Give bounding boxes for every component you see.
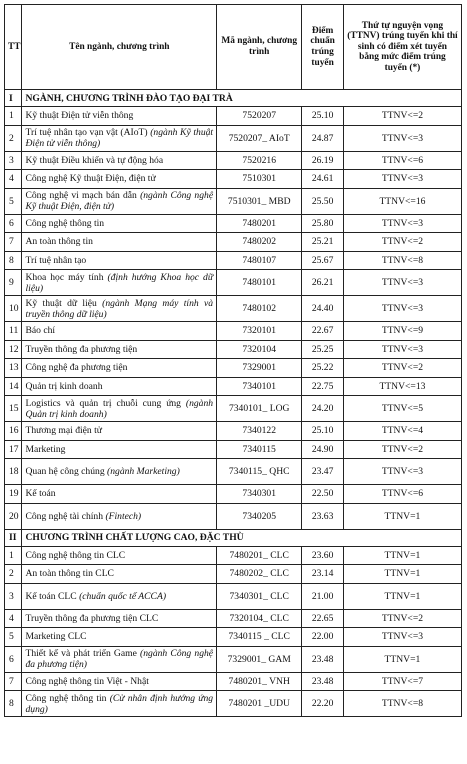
row-number: 1 (5, 107, 22, 126)
row-number: 15 (5, 396, 22, 422)
program-note: (Fintech) (105, 510, 142, 522)
program-code: 7329001 (217, 359, 302, 378)
table-body (5, 90, 462, 717)
row-number: 7 (5, 233, 22, 252)
table-row (5, 422, 462, 441)
program-code: 7340115 (217, 440, 302, 459)
program-code: 7480202_ CLC (217, 565, 302, 584)
wish-order: TTNV<=2 (343, 233, 461, 252)
wish-order: TTNV<=2 (343, 609, 461, 628)
wish-order: TTNV<=3 (343, 296, 461, 322)
program-name: Truyền thông đa phương tiện CLC (25, 612, 159, 624)
cutoff-score: 23.60 (302, 546, 344, 565)
program-name-cell (22, 672, 217, 691)
program-name-cell (22, 251, 217, 270)
cutoff-score: 23.48 (302, 672, 344, 691)
row-number: 2 (5, 125, 22, 151)
program-name: Kế toán CLC (25, 590, 77, 602)
program-note: (chuẩn quốc tế ACCA) (79, 590, 167, 602)
program-name-cell (22, 422, 217, 441)
program-note: (định hướng Khoa học dữ liệu) (25, 271, 214, 294)
table-row (5, 459, 462, 485)
program-name-cell (22, 214, 217, 233)
section-number: II (5, 529, 22, 546)
program-name: Khoa học máy tính (25, 271, 104, 283)
wish-order: TTNV<=3 (343, 628, 461, 647)
program-name: Công nghệ thông tin (25, 217, 105, 229)
admission-score-table (4, 4, 462, 717)
table-row (5, 322, 462, 341)
cutoff-score: 25.22 (302, 359, 344, 378)
table-row (5, 340, 462, 359)
table-row (5, 609, 462, 628)
row-number: 13 (5, 359, 22, 378)
program-name-cell (22, 125, 217, 151)
wish-order: TTNV<=9 (343, 322, 461, 341)
wish-order: TTNV<=5 (343, 396, 461, 422)
program-code: 7320104 (217, 340, 302, 359)
program-name-cell (22, 459, 217, 485)
table-row (5, 107, 462, 126)
program-note: (ngành Công nghệ đa phương tiện) (25, 648, 214, 670)
program-name-cell (22, 503, 217, 529)
cutoff-score: 23.14 (302, 565, 344, 584)
cutoff-score: 23.48 (302, 646, 344, 672)
row-number: 4 (5, 609, 22, 628)
row-number: 19 (5, 485, 22, 504)
wish-order: TTNV<=6 (343, 485, 461, 504)
program-note: (ngành Quản trị kinh doanh) (25, 397, 214, 420)
program-name-cell (22, 377, 217, 396)
table-row (5, 565, 462, 584)
cutoff-score: 25.50 (302, 188, 344, 214)
table-row (5, 646, 462, 672)
row-number: 7 (5, 672, 22, 691)
program-name-cell (22, 546, 217, 565)
program-name: Trí tuệ nhân tạo (25, 254, 87, 266)
table-row (5, 170, 462, 189)
section-number: I (5, 90, 22, 107)
program-name-cell (22, 609, 217, 628)
program-name-cell (22, 628, 217, 647)
program-code: 7520216 (217, 151, 302, 170)
row-number: 14 (5, 377, 22, 396)
table-row (5, 151, 462, 170)
row-number: 4 (5, 170, 22, 189)
wish-order: TTNV<=3 (343, 170, 461, 189)
row-number: 3 (5, 583, 22, 609)
cutoff-score: 24.61 (302, 170, 344, 189)
row-number: 8 (5, 691, 22, 717)
program-note: (Cử nhân định hướng ứng dụng) (25, 692, 214, 715)
table-row (5, 270, 462, 296)
table-row (5, 628, 462, 647)
program-code: 7480107 (217, 251, 302, 270)
program-name-cell (22, 188, 217, 214)
program-code: 7480201 _UDU (217, 691, 302, 717)
program-name-cell (22, 583, 217, 609)
program-name: Công nghệ Kỹ thuật Điện, điện tử (25, 173, 156, 185)
section-row (5, 529, 462, 546)
program-name: Công nghệ đa phương tiện (25, 362, 128, 374)
header-tt: TT (5, 5, 22, 90)
row-number: 1 (5, 546, 22, 565)
wish-order: TTNV=1 (343, 646, 461, 672)
cutoff-score: 25.80 (302, 214, 344, 233)
wish-order: TTNV<=3 (343, 270, 461, 296)
wish-order: TTNV=1 (343, 583, 461, 609)
wish-order: TTNV<=8 (343, 691, 461, 717)
row-number: 12 (5, 340, 22, 359)
cutoff-score: 26.21 (302, 270, 344, 296)
program-name-cell (22, 170, 217, 189)
row-number: 20 (5, 503, 22, 529)
program-code: 7480101 (217, 270, 302, 296)
wish-order: TTNV<=7 (343, 672, 461, 691)
wish-order: TTNV=1 (343, 546, 461, 565)
table-row (5, 296, 462, 322)
program-code: 7480102 (217, 296, 302, 322)
row-number: 17 (5, 440, 22, 459)
row-number: 3 (5, 151, 22, 170)
row-number: 16 (5, 422, 22, 441)
program-code: 7510301_ MBD (217, 188, 302, 214)
wish-order: TTNV<=16 (343, 188, 461, 214)
program-code: 7320101 (217, 322, 302, 341)
program-code: 7340115_ QHC (217, 459, 302, 485)
program-name: Quan hệ công chúng (25, 466, 105, 477)
table-row (5, 546, 462, 565)
program-code: 7340115 _ CLC (217, 628, 302, 647)
table-header-row (5, 5, 462, 90)
cutoff-score: 23.47 (302, 459, 344, 485)
program-name: Logistics và quản trị chuỗi cung ứng (25, 397, 181, 409)
table-row (5, 188, 462, 214)
program-code: 7340301 (217, 485, 302, 504)
program-code: 7510301 (217, 170, 302, 189)
cutoff-score: 22.20 (302, 691, 344, 717)
cutoff-score: 22.65 (302, 609, 344, 628)
wish-order: TTNV<=3 (343, 125, 461, 151)
header-name: Tên ngành, chương trình (22, 5, 217, 90)
header-score: Điểm chuẩn trúng tuyển (302, 5, 344, 90)
table-row (5, 691, 462, 717)
table-row (5, 485, 462, 504)
program-code: 7329001_ GAM (217, 646, 302, 672)
row-number: 9 (5, 270, 22, 296)
program-name-cell (22, 565, 217, 584)
table-row (5, 396, 462, 422)
program-code: 7480201_ CLC (217, 546, 302, 565)
wish-order: TTNV<=3 (343, 214, 461, 233)
wish-order: TTNV<=2 (343, 107, 461, 126)
wish-order: TTNV<=8 (343, 251, 461, 270)
program-name: Marketing CLC (25, 631, 87, 643)
wish-order: TTNV<=6 (343, 151, 461, 170)
table-row (5, 125, 462, 151)
cutoff-score: 24.87 (302, 125, 344, 151)
table-row (5, 251, 462, 270)
program-code: 7520207_ AIoT (217, 125, 302, 151)
table-row (5, 672, 462, 691)
program-note: (ngành Công nghệ Kỹ thuật Điện, điện tử) (25, 190, 214, 212)
program-name: Công nghệ thông tin Việt - Nhật (25, 675, 149, 687)
program-name: Quản trị kinh doanh (25, 380, 103, 392)
wish-order: TTNV<=13 (343, 377, 461, 396)
program-code: 7340101_ LOG (217, 396, 302, 422)
table-row (5, 214, 462, 233)
table-row (5, 583, 462, 609)
wish-order: TTNV<=2 (343, 440, 461, 459)
program-note: (ngành Mạng máy tính và truyền thông dữ liệu) (25, 297, 214, 320)
program-code: 7320104_ CLC (217, 609, 302, 628)
program-name-cell (22, 233, 217, 252)
program-name: Báo chí (25, 325, 56, 337)
program-name: Công nghệ tài chính (25, 510, 104, 522)
wish-order: TTNV=1 (343, 565, 461, 584)
program-name-cell (22, 340, 217, 359)
program-name-cell (22, 107, 217, 126)
table-row (5, 233, 462, 252)
wish-order: TTNV<=3 (343, 340, 461, 359)
cutoff-score: 25.25 (302, 340, 344, 359)
cutoff-score: 25.67 (302, 251, 344, 270)
program-code: 7340301_ CLC (217, 583, 302, 609)
section-title: NGÀNH, CHƯƠNG TRÌNH ĐÀO TẠO ĐẠI TRÀ (22, 90, 462, 107)
program-name-cell (22, 396, 217, 422)
program-code: 7340101 (217, 377, 302, 396)
cutoff-score: 25.21 (302, 233, 344, 252)
program-name: An toàn thông tin (25, 236, 93, 248)
row-number: 18 (5, 459, 22, 485)
program-code: 7520207 (217, 107, 302, 126)
program-name-cell (22, 296, 217, 322)
cutoff-score: 22.50 (302, 485, 344, 504)
program-code: 7340205 (217, 503, 302, 529)
program-name: Công nghệ thông tin (25, 692, 107, 704)
cutoff-score: 22.00 (302, 628, 344, 647)
cutoff-score: 24.20 (302, 396, 344, 422)
program-name-cell (22, 359, 217, 378)
program-name: Thiết kế và phát triển Game (25, 648, 137, 659)
table-row (5, 377, 462, 396)
program-code: 7480202 (217, 233, 302, 252)
program-name-cell (22, 440, 217, 459)
cutoff-score: 26.19 (302, 151, 344, 170)
table-row (5, 503, 462, 529)
program-name-cell (22, 270, 217, 296)
section-row (5, 90, 462, 107)
row-number: 6 (5, 214, 22, 233)
row-number: 2 (5, 565, 22, 584)
cutoff-score: 25.10 (302, 107, 344, 126)
cutoff-score: 24.90 (302, 440, 344, 459)
program-note: (ngành Kỹ thuật Điện tử viễn thông) (25, 127, 214, 149)
wish-order: TTNV<=2 (343, 359, 461, 378)
row-number: 10 (5, 296, 22, 322)
program-name-cell (22, 485, 217, 504)
program-code: 7340122 (217, 422, 302, 441)
program-name: Kỹ thuật dữ liệu (25, 297, 97, 309)
program-name-cell (22, 322, 217, 341)
program-name: Kế toán (25, 488, 56, 500)
program-name: Thương mại điện tử (25, 425, 102, 437)
row-number: 6 (5, 646, 22, 672)
program-code: 7480201 (217, 214, 302, 233)
program-name-cell (22, 151, 217, 170)
row-number: 5 (5, 628, 22, 647)
row-number: 5 (5, 188, 22, 214)
cutoff-score: 22.67 (302, 322, 344, 341)
program-name-cell (22, 646, 217, 672)
program-code: 7480201_ VNH (217, 672, 302, 691)
program-name: Marketing (25, 443, 66, 455)
cutoff-score: 21.00 (302, 583, 344, 609)
table-row (5, 359, 462, 378)
wish-order: TTNV=1 (343, 503, 461, 529)
cutoff-score: 22.75 (302, 377, 344, 396)
program-name: An toàn thông tin CLC (25, 568, 114, 580)
program-note: (ngành Marketing) (107, 466, 180, 477)
program-name: Kỹ thuật Điều khiển và tự động hóa (25, 154, 164, 166)
program-name: Công nghệ vi mạch bán dẫn (25, 190, 137, 201)
program-name-cell (22, 691, 217, 717)
program-name: Trí tuệ nhân tạo vạn vật (AIoT) (25, 127, 148, 138)
wish-order: TTNV<=3 (343, 459, 461, 485)
program-name: Kỹ thuật Điện tử viễn thông (25, 110, 134, 122)
row-number: 11 (5, 322, 22, 341)
program-name: Công nghệ thông tin CLC (25, 549, 126, 561)
cutoff-score: 23.63 (302, 503, 344, 529)
row-number: 8 (5, 251, 22, 270)
wish-order: TTNV<=4 (343, 422, 461, 441)
cutoff-score: 25.10 (302, 422, 344, 441)
cutoff-score: 24.40 (302, 296, 344, 322)
header-code: Mã ngành, chương trình (217, 5, 302, 90)
program-name: Truyền thông đa phương tiện (25, 343, 138, 355)
header-ttnv: Thứ tự nguyện vọng (TTNV) trúng tuyển khi thí sinh có điểm xét tuyển bằng mức điểm trúng tuyển (*) (343, 5, 461, 90)
table-row (5, 440, 462, 459)
section-title: CHƯƠNG TRÌNH CHẤT LƯỢNG CAO, ĐẶC THÙ (22, 529, 462, 546)
